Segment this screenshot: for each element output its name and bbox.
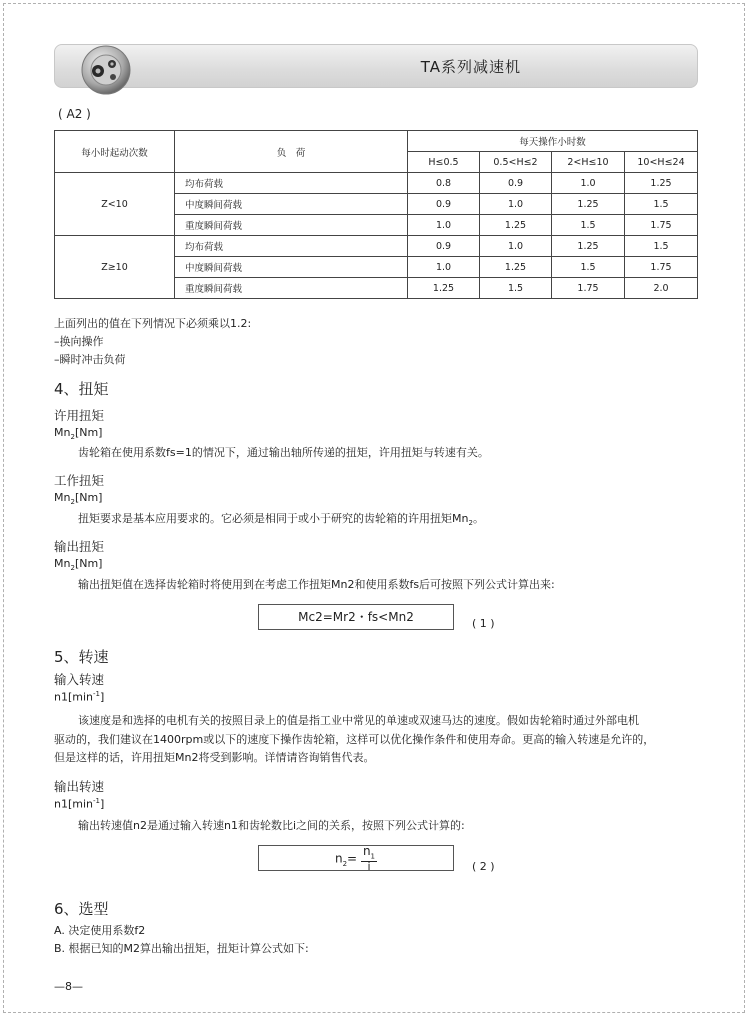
table-cell: 1.25 <box>480 257 552 278</box>
section-title-selection: 6、选型 <box>54 900 109 918</box>
table-cell: 1.75 <box>625 215 698 236</box>
formula-box: Mc2=Mr2・fs<Mn2 <box>258 604 454 630</box>
header-bar <box>54 44 698 88</box>
formula-number: ( 1 ) <box>472 617 495 630</box>
table-cell: 1.0 <box>552 173 625 194</box>
table-cell: 1.25 <box>552 236 625 257</box>
load-type: 均布荷载 <box>175 236 408 257</box>
table-tag: ( A2 ) <box>58 107 91 121</box>
table-cell: 1.0 <box>408 215 480 236</box>
load-type: 均布荷载 <box>175 173 408 194</box>
table-cell: 1.25 <box>480 215 552 236</box>
table-cell: 1.0 <box>480 194 552 215</box>
load-type: 重度瞬间荷载 <box>175 278 408 299</box>
hour-header: 10<H≤24 <box>625 152 698 173</box>
col-header-starts: 每小时起动次数 <box>55 131 175 173</box>
subsection-title-output-torque: 输出扭矩 <box>54 539 105 554</box>
unit-label: $n1[\min^{-1}]$ <box>54 690 105 704</box>
table-cell: 1.0 <box>480 236 552 257</box>
hour-header: 0.5<H≤2 <box>480 152 552 173</box>
note-line: –瞬时冲击负荷 <box>54 353 126 366</box>
table-cell: 1.5 <box>625 194 698 215</box>
table-cell: 1.25 <box>408 278 480 299</box>
starts-group-label: Z≥10 <box>55 236 175 299</box>
subsection-title-allowed-torque: 许用扭矩 <box>54 408 105 423</box>
hour-header: H≤0.5 <box>408 152 480 173</box>
table-cell: 1.5 <box>552 215 625 236</box>
table-cell: 1.25 <box>552 194 625 215</box>
paragraph: 但是这样的话，许用扭矩Mn2将受到影响。详情请咨询销售代表。 <box>54 751 375 764</box>
table-cell: 1.25 <box>625 173 698 194</box>
paragraph: 该速度是和选择的电机有关的按照目录上的值是指工业中常见的单速或双速马达的速度。假如齿轮箱时通过外部电机 <box>78 714 639 727</box>
table-cell: 0.8 <box>408 173 480 194</box>
section-title-torque: 4、扭矩 <box>54 380 109 398</box>
col-header-hours: 每天操作小时数 <box>408 131 698 152</box>
paragraph: 驱动的，我们建议在1400rpm或以下的速度下操作齿轮箱，这样可以优化操作条件和使用寿命。更高的输入转速是允许的， <box>54 733 655 746</box>
table-cell: 2.0 <box>625 278 698 299</box>
table-cell: 1.75 <box>552 278 625 299</box>
table-cell: 0.9 <box>408 194 480 215</box>
paragraph: 输出转速值n2是通过输入转速n1和齿轮数比i之间的关系，按照下列公式计算的: <box>78 819 465 832</box>
formula-box: $n_2=$ $\frac{n_1}{i}$ <box>258 845 454 871</box>
header-title: TA系列减速机 <box>420 58 521 76</box>
table-row <box>55 236 698 257</box>
subsection-title-output-speed: 输出转速 <box>54 779 105 794</box>
unit-label: $Mn_2[Nm]$ <box>54 491 103 507</box>
gear-reducer-logo-icon <box>80 44 132 96</box>
table-cell: 1.5 <box>480 278 552 299</box>
table-cell: 0.9 <box>480 173 552 194</box>
load-type: 重度瞬间荷载 <box>175 215 408 236</box>
note-line: 上面列出的值在下列情况下必须乘以1.2: <box>54 317 252 330</box>
note-line: –换向操作 <box>54 335 104 348</box>
formula-number: ( 2 ) <box>472 860 495 873</box>
table-row <box>55 173 698 194</box>
load-type: 中度瞬间荷载 <box>175 257 408 278</box>
load-type: 中度瞬间荷载 <box>175 194 408 215</box>
unit-label: $n1[\min^{-1}]$ <box>54 797 105 811</box>
page-number: —8— <box>54 980 83 993</box>
unit-label: $Mn_2[Nm]$ <box>54 557 103 573</box>
table-cell: 1.5 <box>625 236 698 257</box>
unit-label: $Mn_2[Nm]$ <box>54 426 103 442</box>
paragraph: 输出扭矩值在选择齿轮箱时将使用到在考虑工作扭矩Mn2和使用系数fs后可按照下列公式计算出来: <box>78 578 555 591</box>
table-cell: 1.0 <box>408 257 480 278</box>
table-cell: 1.5 <box>552 257 625 278</box>
paragraph: 扭矩要求是基本应用要求的。它必须是相同于或小于研究的齿轮箱的许用扭矩$Mn_2$。 <box>78 512 484 528</box>
subsection-title-input-speed: 输入转速 <box>54 672 105 687</box>
subsection-title-working-torque: 工作扭矩 <box>54 473 105 488</box>
service-factor-table <box>54 130 698 299</box>
table-cell: 1.75 <box>625 257 698 278</box>
table-header-row <box>55 131 698 152</box>
hour-header: 2<H≤10 <box>552 152 625 173</box>
col-header-load: 负 荷 <box>175 131 408 173</box>
starts-group-label: Z<10 <box>55 173 175 236</box>
list-item: B. 根据已知的M2算出输出扭矩，扭矩计算公式如下: <box>54 942 309 955</box>
section-title-speed: 5、转速 <box>54 648 109 666</box>
table-cell: 0.9 <box>408 236 480 257</box>
paragraph: 齿轮箱在使用系数fs=1的情况下，通过输出轴所传递的扭矩，许用扭矩与转速有关。 <box>78 446 489 459</box>
list-item: A. 决定使用系数f2 <box>54 924 146 937</box>
